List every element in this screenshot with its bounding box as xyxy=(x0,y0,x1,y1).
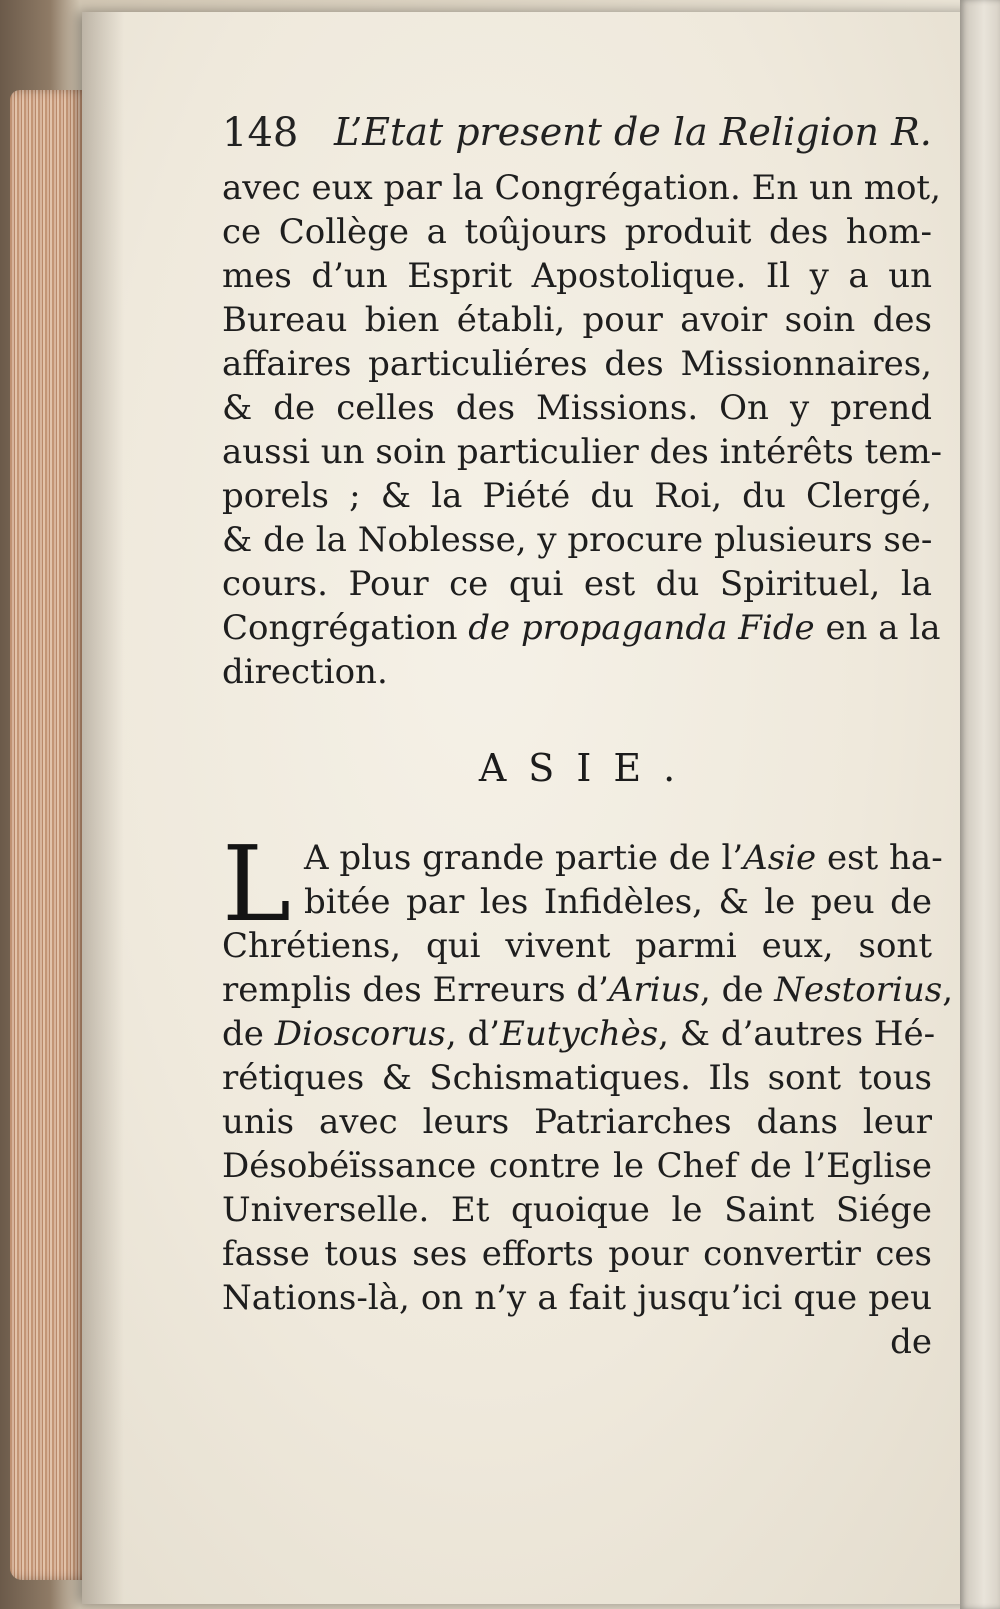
page-number: 148 xyxy=(222,110,299,156)
text-line: unis avec leurs Patriarches dans leur xyxy=(222,1102,932,1142)
text-line: Désobéïssance contre le Chef de l’Eglise xyxy=(222,1146,932,1186)
italic-word: Dioscorus xyxy=(274,1014,446,1054)
page-header xyxy=(222,108,932,168)
section-heading: ASIE. xyxy=(478,746,698,790)
text-segment: , xyxy=(942,970,954,1010)
text-line: & de la Noblesse, y procure plusieurs se- xyxy=(222,520,933,560)
text-segment: , de xyxy=(699,970,775,1010)
text-line: rétiques & Schismatiques. Ils sont tous xyxy=(222,1058,932,1098)
italic-word: Arius xyxy=(608,970,700,1010)
text-line: porels ; & la Piété du Roi, du Clergé, xyxy=(222,476,932,516)
text-segment: de xyxy=(222,1014,275,1054)
running-title: L’Etat present de la Religion R. xyxy=(334,110,932,154)
text-line: Nations-là, on n’y a fait jusqu’ici que peu xyxy=(222,1278,932,1318)
text-line: affaires particuliéres des Missionnaires, xyxy=(222,344,932,384)
italic-phrase: de propaganda Fide xyxy=(468,608,815,648)
text-segment: remplis des Erreurs d’ xyxy=(222,970,609,1010)
text-line: mes d’un Esprit Apostolique. Il y a un xyxy=(222,256,932,296)
paragraph-2 xyxy=(222,823,954,1364)
text-line: fasse tous ses efforts pour convertir ces xyxy=(222,1234,932,1274)
paragraph-1 xyxy=(222,166,943,694)
text-line: cours. Pour ce qui est du Spirituel, la xyxy=(222,564,932,604)
text-line xyxy=(222,968,954,1012)
text-segment: , & d’autres Hé- xyxy=(658,1014,936,1054)
italic-word: Eutychès xyxy=(500,1014,659,1054)
italic-word: Asie xyxy=(743,838,817,878)
catchword: de xyxy=(890,1322,932,1362)
text-segment: en a la xyxy=(825,608,941,648)
text-line: bitée par les Infidèles, & le peu de xyxy=(304,882,932,922)
facing-page-edge xyxy=(960,0,1000,1609)
text-line: aussi un soin particulier des intérêts tem- xyxy=(222,432,943,472)
text-segment: , d’ xyxy=(445,1014,501,1054)
text-line: Bureau bien établi, pour avoir soin des xyxy=(222,300,932,340)
text-segment: est ha- xyxy=(816,838,943,878)
text-line xyxy=(222,836,943,880)
text-line: direction. xyxy=(222,652,388,692)
drop-cap: L xyxy=(222,823,292,945)
text-line xyxy=(222,1012,936,1056)
text-segment: A plus grande partie de l’ xyxy=(304,838,744,878)
text-line xyxy=(222,606,941,650)
text-line: avec eux par la Congrégation. En un mot, xyxy=(222,168,941,208)
italic-word: Nestorius xyxy=(774,970,943,1010)
text-line: ce Collège a toûjours produit des hom- xyxy=(222,212,932,252)
text-line: Chrétiens, qui vivent parmi eux, sont xyxy=(222,926,932,966)
text-segment: Congrégation xyxy=(222,608,458,648)
text-line: & de celles des Missions. On y prend xyxy=(222,388,932,428)
text-line: Universelle. Et quoique le Saint Siége xyxy=(222,1190,932,1230)
